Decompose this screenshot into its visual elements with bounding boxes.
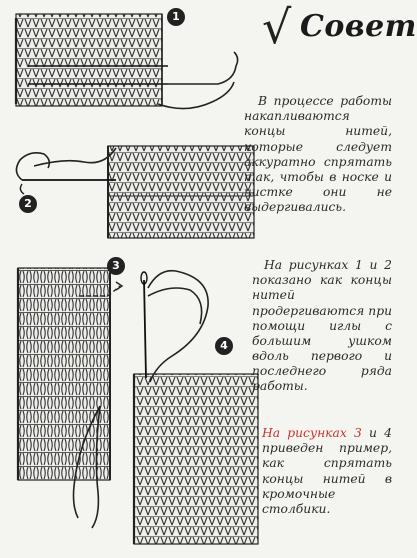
- tip-paragraph-3-text: и 4 приведен пример, как спрятать концы нитей в кромочные столбики.: [262, 426, 392, 516]
- figure-1-illustration: [8, 8, 248, 124]
- tip-paragraph-2: На рисунках 1 и 2 показано как концы нитей продергиваются при помощи иглы с большим ушком вдоль первого и последнего ряда работы.: [252, 258, 392, 394]
- figure-4-illustration: [120, 266, 260, 550]
- figure-2-number: 2: [19, 195, 37, 213]
- figure-4-number: 4: [215, 337, 233, 355]
- figure-1-number: 1: [167, 8, 185, 26]
- tip-title: [262, 0, 417, 60]
- tip-title-text: Совет: [300, 9, 417, 44]
- tip-paragraph-3-highlight: На рисунках 3: [262, 426, 362, 441]
- figure-3-number: 3: [107, 257, 125, 275]
- tip-paragraph-3: [262, 426, 392, 517]
- figure-3-illustration: [8, 256, 134, 538]
- check-mark-icon: √: [262, 0, 292, 54]
- figure-2-illustration: [4, 132, 256, 252]
- tip-paragraph-1: В процессе работы накапливаются концы нитей, которые следует аккуратно спрятать так, чтобы в носке и чистке они не выдергивались.: [244, 94, 392, 214]
